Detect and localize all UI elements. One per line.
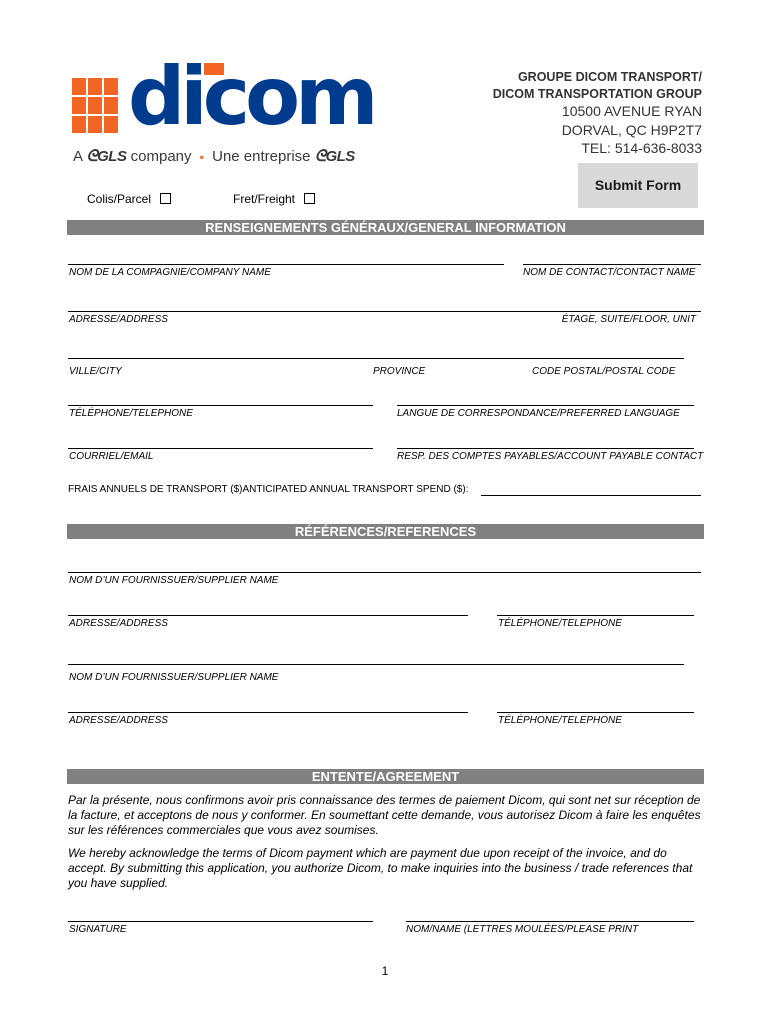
gls-logo-text-2: GLS	[325, 148, 355, 165]
annual-spend-field[interactable]	[481, 495, 701, 496]
company-phone: TEL: 514-636-8033	[581, 140, 702, 156]
supplier-1-phone-label: TÉLÉPHONE/TELEPHONE	[498, 618, 622, 629]
payable-contact-label: RESP. DES COMPTES PAYABLES/ACCOUNT PAYABLE CONTACT	[397, 451, 704, 462]
freight-checkbox[interactable]	[304, 193, 315, 204]
supplier-2-field[interactable]	[68, 664, 684, 665]
email-field[interactable]	[68, 448, 373, 449]
section-references-header: RÉFÉRENCES/REFERENCES	[67, 524, 704, 539]
tagline-a: A	[73, 148, 83, 165]
supplier-2-address-label: ADRESSE/ADDRESS	[69, 715, 168, 726]
logo-wordmark: dicom	[128, 50, 374, 143]
language-label: LANGUE DE CORRESPONDANCE/PREFERRED LANGUAGE	[397, 408, 680, 419]
page-number: 1	[381, 964, 389, 978]
floor-label: ÉTAGE, SUITE/FLOOR, UNIT	[561, 314, 696, 325]
supplier-1-phone-field[interactable]	[497, 615, 694, 616]
submit-form-button[interactable]: Submit Form	[578, 163, 698, 208]
supplier-1-address-field[interactable]	[68, 615, 468, 616]
contact-name-label: NOM DE CONTACT/CONTACT NAME	[523, 267, 696, 278]
city-label: VILLE/CITY	[69, 366, 122, 377]
logo-grid-icon	[72, 78, 120, 134]
company-city: DORVAL, QC H9P2T7	[561, 122, 702, 138]
supplier-2-label: NOM D’UN FOURNISSUER/SUPPLIER NAME	[69, 672, 279, 683]
supplier-1-address-label: ADRESSE/ADDRESS	[69, 618, 168, 629]
section-agreement-header: ENTENTE/AGREEMENT	[67, 769, 704, 784]
annual-spend-label: FRAIS ANNUELS DE TRANSPORT ($)ANTICIPATED ANNUAL TRANSPORT SPEND ($):	[68, 484, 469, 495]
supplier-1-label: NOM D’UN FOURNISSUER/SUPPLIER NAME	[69, 575, 279, 586]
address-field[interactable]	[68, 311, 701, 312]
tagline-separator: ▪	[199, 150, 204, 164]
city-province-postal-field[interactable]	[68, 358, 684, 359]
print-name-label: NOM/NAME (LETTRES MOULÉES/PLEASE PRINT	[406, 924, 639, 935]
email-label: COURRIEL/EMAIL	[69, 451, 154, 462]
company-address: 10500 AVENUE RYAN	[561, 103, 702, 119]
signature-label: SIGNATURE	[69, 924, 127, 935]
option-freight[interactable]	[233, 192, 315, 206]
company-name-label: NOM DE LA COMPAGNIE/COMPANY NAME	[69, 267, 271, 278]
postal-code-label: CODE POSTAL/POSTAL CODE	[532, 366, 676, 377]
contact-name-field[interactable]	[523, 264, 701, 265]
company-name-field[interactable]	[68, 264, 504, 265]
address-label: ADRESSE/ADDRESS	[69, 314, 168, 325]
option-parcel-label: Colis/Parcel	[87, 192, 152, 206]
supplier-2-phone-label: TÉLÉPHONE/TELEPHONE	[498, 715, 622, 726]
telephone-field[interactable]	[68, 405, 373, 406]
language-field[interactable]	[397, 405, 694, 406]
parcel-checkbox[interactable]	[160, 193, 171, 204]
option-freight-label: Fret/Freight	[233, 192, 296, 206]
agreement-text-fr: Par la présente, nous confirmons avoir pris connaissance des termes de paiement Dicom, qui sont net sur réception de la facture, et acceptons de nous y conformer. En soumettant cette demande, vous autorisez Dicom à faire les enquêtes sur les références commerciales que vous avez soumises.	[68, 793, 701, 837]
section-general-header: RENSEIGNEMENTS GÉNÉRAUX/GENERAL INFORMATION	[67, 220, 704, 235]
tagline-une-entreprise: Une entreprise	[212, 148, 311, 165]
option-parcel[interactable]	[87, 192, 171, 206]
print-name-field[interactable]	[406, 921, 694, 922]
company-name-en: DICOM TRANSPORTATION GROUP	[492, 87, 702, 101]
supplier-1-field[interactable]	[68, 572, 701, 573]
agreement-text-en: We hereby acknowledge the terms of Dicom payment which are payment due upon receipt of the invoice, and do accept. By submitting this application, you authorize Dicom, to make inquiries into the business / trade references that you have supplied.	[68, 846, 693, 890]
supplier-2-address-field[interactable]	[68, 712, 468, 713]
payable-contact-field[interactable]	[397, 448, 694, 449]
province-label: PROVINCE	[373, 366, 426, 377]
company-name-fr: GROUPE DICOM TRANSPORT/	[517, 70, 702, 84]
supplier-2-phone-field[interactable]	[497, 712, 694, 713]
telephone-label: TÉLÉPHONE/TELEPHONE	[69, 408, 193, 419]
logo-tagline: A ᘓGLS company ▪ Une entreprise ᘓGLS	[73, 148, 355, 165]
signature-field[interactable]	[68, 921, 373, 922]
gls-logo-text: GLS	[97, 148, 127, 165]
tagline-company: company	[130, 148, 192, 165]
